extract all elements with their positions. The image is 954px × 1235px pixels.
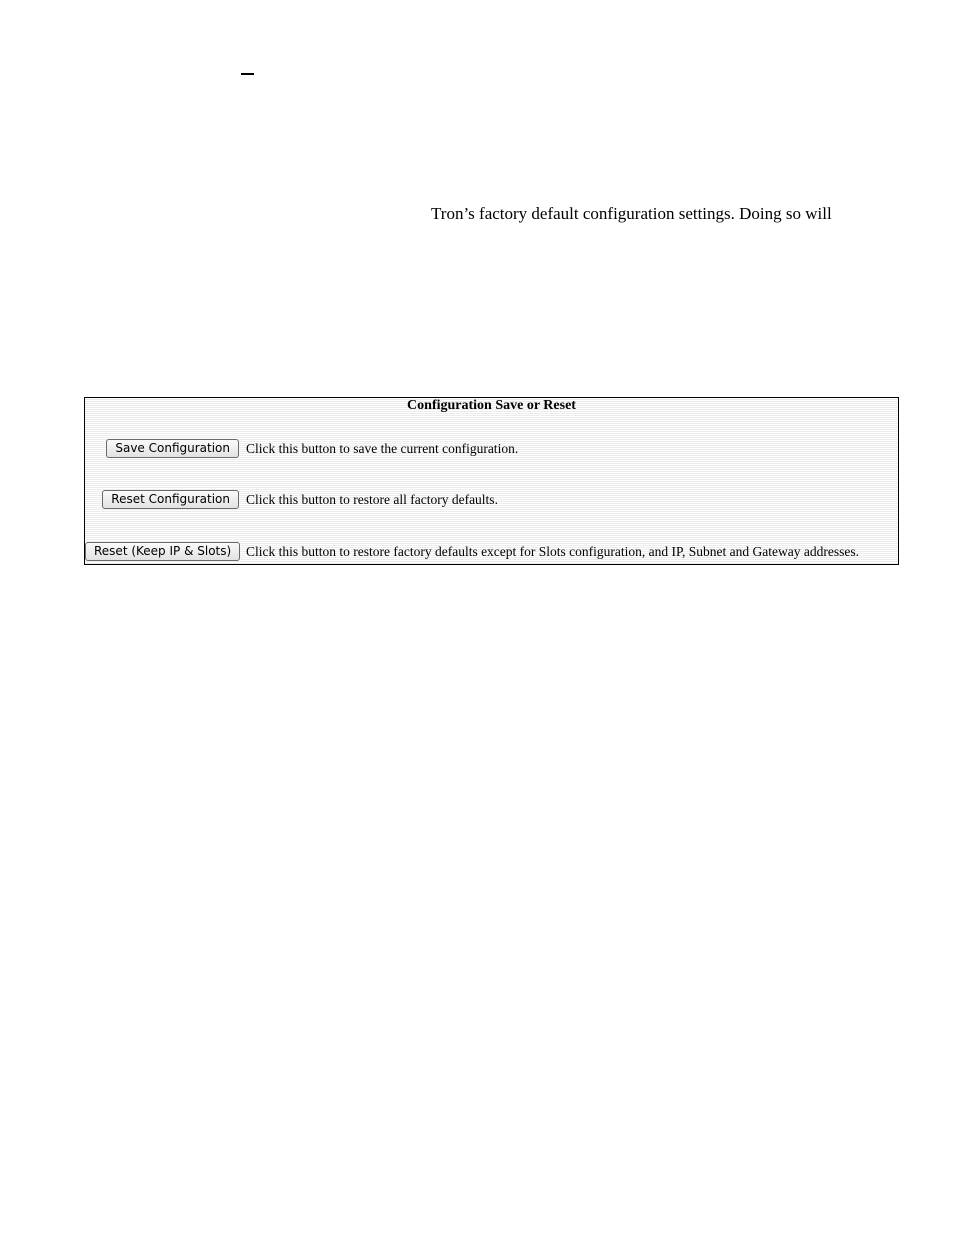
reset-keep-ip-slots-row bbox=[85, 541, 898, 563]
dash-mark bbox=[241, 73, 254, 75]
reset-configuration-row bbox=[85, 489, 898, 511]
save-configuration-description: Click this button to save the current configuration. bbox=[246, 441, 519, 456]
save-configuration-row bbox=[85, 438, 898, 460]
reset-keep-ip-slots-button[interactable]: Reset (Keep IP & Slots) bbox=[85, 542, 240, 561]
reset-keep-ip-slots-description: Click this button to restore factory defaults except for Slots configuration, and IP, Subnet and Gateway addresses. bbox=[246, 544, 859, 559]
document-text-fragment: Tron’s factory default configuration settings. Doing so will bbox=[431, 204, 832, 223]
reset-configuration-button[interactable]: Reset Configuration bbox=[102, 490, 239, 509]
panel-title: Configuration Save or Reset bbox=[407, 398, 576, 413]
configuration-save-reset-panel bbox=[84, 397, 899, 565]
save-configuration-button[interactable]: Save Configuration bbox=[106, 439, 239, 458]
reset-configuration-description: Click this button to restore all factory defaults. bbox=[246, 492, 498, 507]
